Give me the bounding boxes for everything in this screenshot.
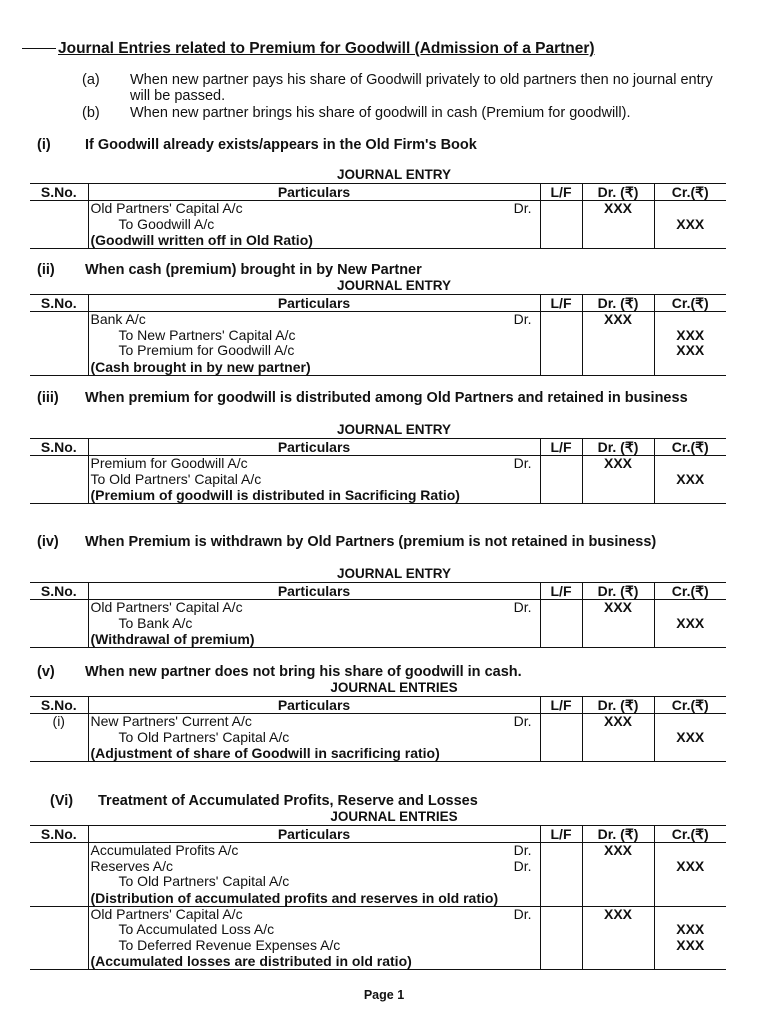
entry-particulars [88, 456, 540, 504]
journal-entry-row [30, 600, 726, 648]
account-name: To Deferred Revenue Expenses A/c [118, 936, 341, 953]
account-name: Premium for Goodwill A/c [90, 455, 248, 471]
account-name: Old Partners' Capital A/c [90, 905, 243, 922]
column-header-lf: L/F [540, 439, 582, 456]
entry-sno [30, 312, 88, 376]
account-line [91, 328, 538, 344]
credit-spacer [657, 312, 725, 328]
account-line [91, 730, 538, 746]
entry-credit-cell [654, 456, 726, 504]
section-title: If Goodwill already exists/appears in the Old Firm's Book [85, 137, 477, 153]
account-line [91, 859, 538, 875]
entry-credit-cell [654, 906, 726, 970]
column-header-particulars: Particulars [88, 697, 540, 714]
entry-narration: (Cash brought in by new partner) [90, 358, 311, 375]
column-header-particulars: Particulars [88, 184, 540, 201]
account-name: To Bank A/c [118, 614, 193, 631]
credit-spacer [657, 714, 725, 730]
account-line [91, 616, 538, 632]
account-name: Reserves A/c [90, 857, 173, 874]
journal-entry-row [30, 714, 726, 762]
debit-marker: Dr. [513, 200, 532, 216]
journal-table [30, 696, 726, 762]
entry-sno [30, 843, 88, 907]
note-text: When new partner brings his share of goodwill in cash (Premium for goodwill). [130, 105, 631, 121]
account-line [91, 343, 538, 359]
entry-debit-amount: XXX [582, 843, 654, 907]
entry-narration: (Distribution of accumulated profits and reserves in old ratio) [90, 889, 499, 906]
entry-particulars [88, 714, 540, 762]
section-title: When new partner does not bring his share of goodwill in cash. [85, 664, 522, 680]
entry-credit-amount: XXX [676, 936, 705, 953]
entry-credit-amount: XXX [676, 326, 705, 343]
column-header-particulars: Particulars [88, 295, 540, 312]
entry-narration: (Withdrawal of premium) [90, 631, 255, 647]
section-title: When Premium is withdrawn by Old Partners (premium is not retained in business) [85, 534, 657, 550]
account-line [91, 600, 538, 616]
debit-marker: Dr. [513, 842, 532, 858]
title-dash [22, 48, 56, 49]
column-header-credit: Cr.(₹) [654, 295, 726, 312]
column-header-sno: S.No. [30, 439, 88, 456]
note-label: (b) [82, 105, 100, 121]
debit-marker: Dr. [513, 857, 532, 874]
credit-spacer [657, 201, 725, 217]
column-header-debit: Dr. (₹) [582, 295, 654, 312]
entry-particulars [88, 600, 540, 648]
credit-spacer [657, 600, 725, 616]
journal-table [30, 825, 726, 970]
account-line [91, 922, 538, 938]
account-name: To Old Partners' Capital A/c [90, 470, 262, 487]
journal-caption: JOURNAL ENTRY [336, 167, 451, 182]
account-line [91, 843, 538, 859]
entry-lf [540, 906, 582, 970]
entry-particulars [88, 312, 540, 376]
entry-lf [540, 714, 582, 762]
entry-lf [540, 600, 582, 648]
entry-debit-amount: XXX [582, 312, 654, 376]
entry-debit-amount: XXX [582, 456, 654, 504]
column-header-debit: Dr. (₹) [582, 826, 654, 843]
account-name: To Old Partners' Capital A/c [118, 873, 290, 889]
column-header-debit: Dr. (₹) [582, 439, 654, 456]
column-header-sno: S.No. [30, 583, 88, 600]
credit-spacer [657, 907, 725, 923]
account-line [91, 456, 538, 472]
section-number: (iii) [37, 390, 59, 406]
account-line [91, 907, 538, 923]
entry-particulars [88, 201, 540, 249]
account-line [91, 217, 538, 233]
entry-credit-amount: XXX [676, 215, 705, 232]
column-header-sno: S.No. [30, 184, 88, 201]
debit-marker: Dr. [513, 599, 532, 615]
entry-credit-cell [654, 201, 726, 249]
journal-entry-row [30, 201, 726, 249]
journal-caption: JOURNAL ENTRY [336, 278, 451, 293]
entry-sno: (i) [30, 714, 88, 762]
page-title: Journal Entries related to Premium for Goodwill (Admission of a Partner) [22, 40, 742, 58]
journal-caption: JOURNAL ENTRY [336, 566, 451, 581]
account-name: To Accumulated Loss A/c [118, 921, 275, 937]
journal-entry-row [30, 906, 726, 970]
entry-debit-amount: XXX [582, 600, 654, 648]
account-name: To Premium for Goodwill A/c [118, 342, 295, 358]
section-number: (v) [37, 664, 55, 680]
account-line [91, 312, 538, 328]
journal-caption: JOURNAL ENTRY [336, 422, 451, 437]
entry-narration: (Accumulated losses are distributed in old ratio) [90, 953, 412, 969]
account-name: Old Partners' Capital A/c [90, 200, 243, 216]
entry-debit-amount: XXX [582, 201, 654, 249]
section-number: (Vi) [50, 793, 74, 809]
journal-table [30, 438, 726, 504]
account-name: To Old Partners' Capital A/c [118, 728, 290, 745]
journal-caption: JOURNAL ENTRIES [330, 680, 458, 695]
account-line [91, 201, 538, 217]
debit-marker: Dr. [513, 713, 532, 729]
entry-sno [30, 201, 88, 249]
section-number: (i) [37, 137, 51, 153]
section-number: (iv) [37, 534, 59, 550]
journal-table [30, 294, 726, 376]
entry-credit-amount: XXX [676, 614, 705, 631]
column-header-lf: L/F [540, 583, 582, 600]
entry-credit-cell [654, 600, 726, 648]
entry-lf [540, 201, 582, 249]
account-name: Bank A/c [90, 311, 146, 327]
column-header-sno: S.No. [30, 697, 88, 714]
account-name: To New Partners' Capital A/c [118, 326, 296, 343]
entry-credit-amount: XXX [676, 921, 705, 937]
entry-sno [30, 456, 88, 504]
journal-table [30, 582, 726, 648]
journal-table [30, 183, 726, 249]
column-header-credit: Cr.(₹) [654, 826, 726, 843]
entry-credit-amount: XXX [676, 342, 705, 358]
section-title: When premium for goodwill is distributed among Old Partners and retained in business [85, 390, 688, 406]
column-header-sno: S.No. [30, 295, 88, 312]
column-header-lf: L/F [540, 697, 582, 714]
column-header-credit: Cr.(₹) [654, 184, 726, 201]
entry-narration: (Goodwill written off in Old Ratio) [90, 232, 313, 248]
note-text: When new partner pays his share of Goodwill privately to old partners then no journal entry will be passed. [130, 72, 713, 104]
section-title: Treatment of Accumulated Profits, Reserve and Losses [98, 793, 478, 809]
entry-particulars [88, 843, 540, 907]
debit-marker: Dr. [513, 311, 532, 327]
entry-credit-amount: XXX [676, 470, 705, 487]
entry-credit-amount: XXX [676, 857, 705, 874]
column-header-particulars: Particulars [88, 826, 540, 843]
account-line [91, 714, 538, 730]
account-name: New Partners' Current A/c [90, 713, 252, 729]
column-header-particulars: Particulars [88, 583, 540, 600]
entry-lf [540, 843, 582, 907]
account-name: To Goodwill A/c [118, 215, 215, 232]
section-number: (ii) [37, 262, 55, 278]
entry-credit-amount: XXX [676, 728, 705, 745]
column-header-credit: Cr.(₹) [654, 697, 726, 714]
debit-marker: Dr. [513, 905, 532, 922]
entry-narration: (Adjustment of share of Goodwill in sacrificing ratio) [90, 745, 440, 761]
column-header-lf: L/F [540, 826, 582, 843]
section-title: When cash (premium) brought in by New Partner [85, 262, 422, 278]
entry-debit-amount: XXX [582, 714, 654, 762]
column-header-particulars: Particulars [88, 439, 540, 456]
credit-spacer [657, 843, 725, 859]
account-line [91, 938, 538, 954]
journal-caption: JOURNAL ENTRIES [330, 809, 458, 824]
entry-sno [30, 906, 88, 970]
entry-particulars [88, 906, 540, 970]
journal-entry-row [30, 312, 726, 376]
debit-marker: Dr. [513, 455, 532, 471]
entry-lf [540, 456, 582, 504]
column-header-lf: L/F [540, 184, 582, 201]
entry-narration: (Premium of goodwill is distributed in Sacrificing Ratio) [90, 487, 460, 503]
entry-credit-cell [654, 312, 726, 376]
credit-spacer [657, 456, 725, 472]
account-line [91, 874, 538, 890]
column-header-sno: S.No. [30, 826, 88, 843]
column-header-debit: Dr. (₹) [582, 697, 654, 714]
journal-entry-row [30, 843, 726, 907]
page-number: Page 1 [363, 988, 405, 1002]
journal-entry-row [30, 456, 726, 504]
column-header-credit: Cr.(₹) [654, 439, 726, 456]
column-header-debit: Dr. (₹) [582, 184, 654, 201]
column-header-lf: L/F [540, 295, 582, 312]
entry-credit-cell [654, 843, 726, 907]
entry-sno [30, 600, 88, 648]
account-name: Accumulated Profits A/c [90, 842, 239, 858]
account-line [91, 472, 538, 488]
entry-credit-cell [654, 714, 726, 762]
column-header-debit: Dr. (₹) [582, 583, 654, 600]
entry-lf [540, 312, 582, 376]
column-header-credit: Cr.(₹) [654, 583, 726, 600]
note-label: (a) [82, 72, 100, 88]
entry-debit-amount: XXX [582, 906, 654, 970]
account-name: Old Partners' Capital A/c [90, 599, 243, 615]
